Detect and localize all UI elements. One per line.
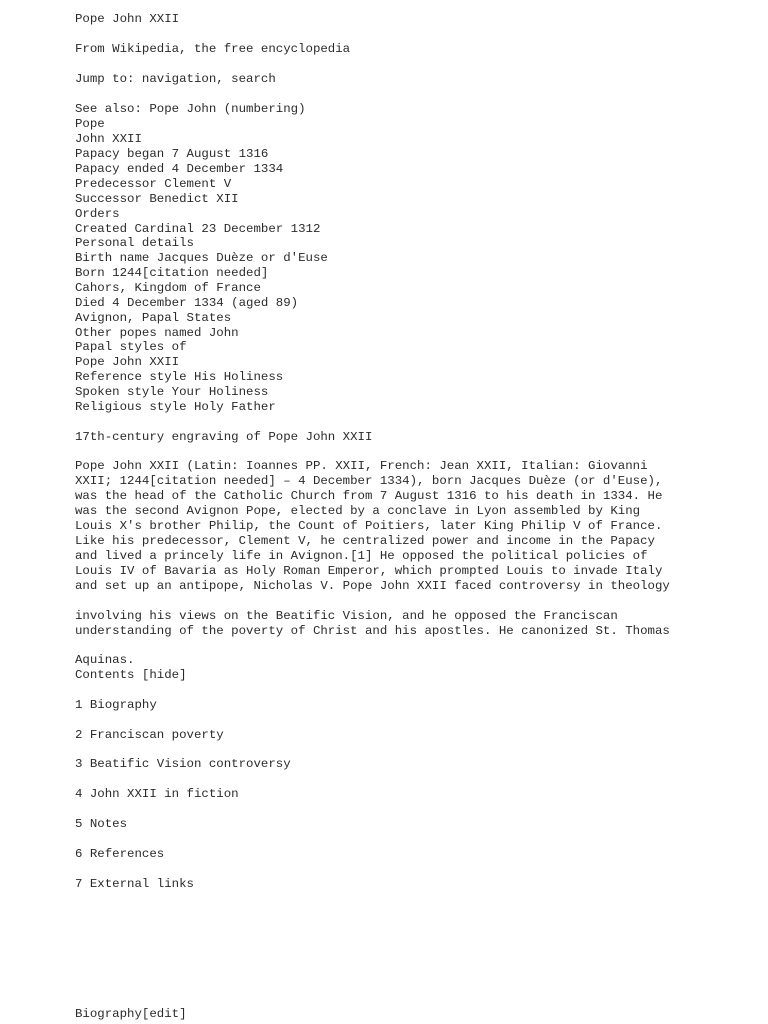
infobox-line: Avignon, Papal States [75, 311, 232, 325]
section-heading-biography[interactable]: Biography[edit] [75, 1007, 187, 1021]
infobox-line: Spoken style Your Holiness [75, 385, 269, 399]
infobox-line: Successor Benedict XII [75, 192, 239, 206]
paragraph-line: was the second Avignon Pope, elected by a conclave in Lyon assembled by King [75, 504, 641, 518]
paragraph-line: Pope John XXII (Latin: Ioannes PP. XXII, French: Jean XXII, Italian: Giovanni [75, 459, 648, 473]
infobox-line: Born 1244[citation needed] [75, 266, 269, 280]
paragraph-line: Aquinas. [75, 653, 135, 667]
contents-heading[interactable]: Contents [hide] [75, 668, 187, 682]
infobox-line: John XXII [75, 132, 142, 146]
paragraph-line: Louis IV of Bavaria as Holy Roman Emperor, which prompted Louis to invade Italy [75, 564, 663, 578]
toc-item-external-links[interactable]: 7 External links [75, 877, 194, 891]
paragraph-line: and set up an antipope, Nicholas V. Pope John XXII faced controversy in theology [75, 579, 670, 593]
infobox-line: Reference style His Holiness [75, 370, 284, 384]
toc-item-references[interactable]: 6 References [75, 847, 165, 861]
paragraph-line: Louis X's brother Philip, the Count of Poitiers, later King Philip V of France. [75, 519, 663, 533]
paragraph-line: XXII; 1244[citation needed] – 4 December 1334), born Jacques Duèze (or d'Euse), [75, 474, 663, 488]
infobox-line: Personal details [75, 236, 194, 250]
toc-item-biography[interactable]: 1 Biography [75, 698, 157, 712]
infobox-line: Papal styles of [75, 340, 187, 354]
paragraph-line: and lived a princely life in Avignon.[1] He opposed the political policies of [75, 549, 648, 563]
infobox-line: Pope John XXII [75, 355, 180, 369]
infobox-line: Papacy began 7 August 1316 [75, 147, 269, 161]
paragraph-line: understanding of the poverty of Christ and his apostles. He canonized St. Thomas [75, 624, 670, 638]
toc-item-notes[interactable]: 5 Notes [75, 817, 128, 831]
infobox-line: Pope [75, 117, 105, 131]
infobox-line: Died 4 December 1334 (aged 89) [75, 296, 299, 310]
image-caption: 17th-century engraving of Pope John XXII [75, 430, 373, 444]
source-line: From Wikipedia, the free encyclopedia [75, 42, 351, 56]
infobox-line: See also: Pope John (numbering) [75, 102, 306, 116]
infobox-line: Birth name Jacques Duèze or d'Euse [75, 251, 328, 265]
toc-item-beatific-vision[interactable]: 3 Beatific Vision controversy [75, 757, 291, 771]
infobox-line: Created Cardinal 23 December 1312 [75, 222, 321, 236]
toc-item-franciscan-poverty[interactable]: 2 Franciscan poverty [75, 728, 224, 742]
paragraph-line: was the head of the Catholic Church from 7 August 1316 to his death in 1334. He [75, 489, 663, 503]
infobox-line: Orders [75, 207, 120, 221]
page-title: Pope John XXII [75, 12, 180, 26]
jump-line: Jump to: navigation, search [75, 72, 276, 86]
infobox-line: Other popes named John [75, 326, 239, 340]
infobox-line: Papacy ended 4 December 1334 [75, 162, 284, 176]
paragraph-line: involving his views on the Beatific Vision, and he opposed the Franciscan [75, 609, 618, 623]
infobox-line: Religious style Holy Father [75, 400, 276, 414]
paragraph-line: Like his predecessor, Clement V, he centralized power and income in the Papacy [75, 534, 655, 548]
toc-item-fiction[interactable]: 4 John XXII in fiction [75, 787, 239, 801]
infobox-line: Predecessor Clement V [75, 177, 232, 191]
infobox-line: Cahors, Kingdom of France [75, 281, 261, 295]
